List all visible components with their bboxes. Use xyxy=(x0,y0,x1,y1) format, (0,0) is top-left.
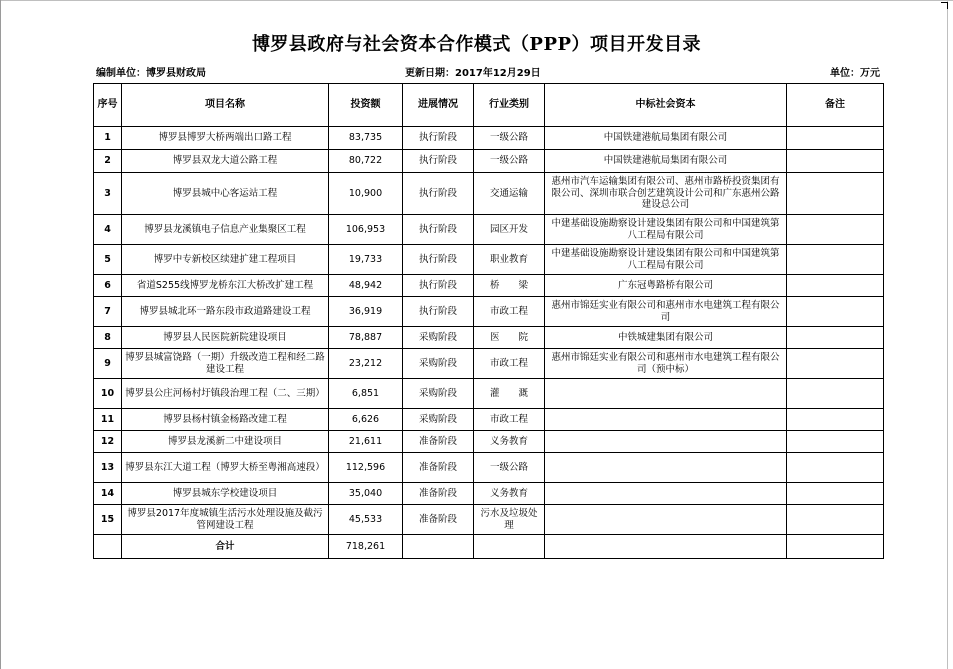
total-empty-category xyxy=(474,535,545,559)
row-number: 15 xyxy=(94,505,122,535)
row-number: 13 xyxy=(94,453,122,483)
remark xyxy=(787,173,884,215)
winning-bidder: 中国铁建港航局集团有限公司 xyxy=(545,150,787,173)
row-number: 14 xyxy=(94,483,122,505)
table-row xyxy=(94,245,884,275)
row-number: 12 xyxy=(94,431,122,453)
table-row xyxy=(94,505,884,535)
page-border-top xyxy=(0,0,953,1)
remark xyxy=(787,453,884,483)
table-row xyxy=(94,349,884,379)
progress-status: 准备阶段 xyxy=(403,505,474,535)
header-note: 备注 xyxy=(787,84,884,127)
investment-amount: 19,733 xyxy=(329,245,403,275)
table-body xyxy=(94,127,884,559)
progress-status: 采购阶段 xyxy=(403,327,474,349)
remark xyxy=(787,150,884,173)
table-row xyxy=(94,297,884,327)
compiling-unit: 编制单位：博罗县财政局 xyxy=(96,68,206,79)
industry-category: 义务教育 xyxy=(474,431,545,453)
progress-status: 执行阶段 xyxy=(403,245,474,275)
winning-bidder: 惠州市锦廷实业有限公司和惠州市水电建筑工程有限公司 xyxy=(545,297,787,327)
total-empty-status xyxy=(403,535,474,559)
winning-bidder xyxy=(545,379,787,409)
total-amount: 718,261 xyxy=(329,535,403,559)
table-row xyxy=(94,483,884,505)
table-header-row xyxy=(94,84,884,127)
remark xyxy=(787,127,884,150)
row-number: 3 xyxy=(94,173,122,215)
total-empty-winner xyxy=(545,535,787,559)
project-name: 博罗县公庄河杨村圩镇段治理工程（二、三期） xyxy=(122,379,329,409)
winning-bidder: 中国铁建港航局集团有限公司 xyxy=(545,127,787,150)
project-name: 博罗县杨村镇金杨路改建工程 xyxy=(122,409,329,431)
progress-status: 采购阶段 xyxy=(403,379,474,409)
project-name: 博罗县双龙大道公路工程 xyxy=(122,150,329,173)
header-amount: 投资额 xyxy=(329,84,403,127)
remark xyxy=(787,505,884,535)
header-name: 项目名称 xyxy=(122,84,329,127)
project-name: 博罗县城北环一路东段市政道路建设工程 xyxy=(122,297,329,327)
remark xyxy=(787,327,884,349)
progress-status: 准备阶段 xyxy=(403,431,474,453)
remark xyxy=(787,483,884,505)
project-name: 博罗县城东学校建设项目 xyxy=(122,483,329,505)
investment-amount: 78,887 xyxy=(329,327,403,349)
page-border-left xyxy=(0,0,1,669)
industry-category: 桥 梁 xyxy=(474,275,545,297)
remark xyxy=(787,215,884,245)
page-title: 博罗县政府与社会资本合作模式（PPP）项目开发目录 xyxy=(251,34,702,55)
total-row xyxy=(94,535,884,559)
remark xyxy=(787,379,884,409)
row-number: 2 xyxy=(94,150,122,173)
project-name: 博罗县城富饶路（一期）升级改造工程和经二路建设工程 xyxy=(122,349,329,379)
winning-bidder: 中铁城建集团有限公司 xyxy=(545,327,787,349)
industry-category: 医 院 xyxy=(474,327,545,349)
project-name: 博罗县龙溪新二中建设项目 xyxy=(122,431,329,453)
table-row xyxy=(94,173,884,215)
progress-status: 执行阶段 xyxy=(403,275,474,297)
table-row xyxy=(94,409,884,431)
industry-category: 一级公路 xyxy=(474,453,545,483)
industry-category: 义务教育 xyxy=(474,483,545,505)
row-number: 5 xyxy=(94,245,122,275)
header-status: 进展情况 xyxy=(403,84,474,127)
winning-bidder: 惠州市锦廷实业有限公司和惠州市水电建筑工程有限公司（预中标） xyxy=(545,349,787,379)
winning-bidder xyxy=(545,453,787,483)
row-number: 6 xyxy=(94,275,122,297)
row-number: 11 xyxy=(94,409,122,431)
remark xyxy=(787,275,884,297)
project-name: 博罗县2017年度城镇生活污水处理设施及截污管网建设工程 xyxy=(122,505,329,535)
table-row xyxy=(94,327,884,349)
table-row xyxy=(94,453,884,483)
progress-status: 执行阶段 xyxy=(403,297,474,327)
header-no: 序号 xyxy=(94,84,122,127)
industry-category: 市政工程 xyxy=(474,349,545,379)
investment-amount: 48,942 xyxy=(329,275,403,297)
investment-amount: 106,953 xyxy=(329,215,403,245)
progress-status: 采购阶段 xyxy=(403,349,474,379)
page-corner-mark xyxy=(941,2,948,9)
row-number: 10 xyxy=(94,379,122,409)
table-row xyxy=(94,127,884,150)
currency-unit: 单位：万元 xyxy=(830,68,880,79)
investment-amount: 21,611 xyxy=(329,431,403,453)
project-name: 博罗县龙溪镇电子信息产业集聚区工程 xyxy=(122,215,329,245)
table-row xyxy=(94,215,884,245)
industry-category: 交通运输 xyxy=(474,173,545,215)
table-row xyxy=(94,150,884,173)
row-number: 8 xyxy=(94,327,122,349)
project-name: 博罗县博罗大桥两端出口路工程 xyxy=(122,127,329,150)
progress-status: 准备阶段 xyxy=(403,483,474,505)
project-name: 博罗中专新校区续建扩建工程项目 xyxy=(122,245,329,275)
remark xyxy=(787,245,884,275)
progress-status: 执行阶段 xyxy=(403,150,474,173)
winning-bidder: 中建基础设施勘察设计建设集团有限公司和中国建筑第八工程局有限公司 xyxy=(545,245,787,275)
winning-bidder xyxy=(545,431,787,453)
project-table xyxy=(93,83,884,559)
industry-category: 一级公路 xyxy=(474,150,545,173)
row-number: 7 xyxy=(94,297,122,327)
progress-status: 准备阶段 xyxy=(403,453,474,483)
winning-bidder xyxy=(545,505,787,535)
industry-category: 园区开发 xyxy=(474,215,545,245)
investment-amount: 83,735 xyxy=(329,127,403,150)
total-empty-no xyxy=(94,535,122,559)
winning-bidder xyxy=(545,409,787,431)
winning-bidder: 广东冠粤路桥有限公司 xyxy=(545,275,787,297)
investment-amount: 36,919 xyxy=(329,297,403,327)
winning-bidder: 惠州市汽车运输集团有限公司、惠州市路桥投资集团有限公司、深圳市联合创艺建筑设计公司和广东惠州公路建设总公司 xyxy=(545,173,787,215)
progress-status: 执行阶段 xyxy=(403,127,474,150)
row-number: 4 xyxy=(94,215,122,245)
winning-bidder: 中建基础设施勘察设计建设集团有限公司和中国建筑第八工程局有限公司 xyxy=(545,215,787,245)
total-label: 合计 xyxy=(122,535,329,559)
progress-status: 执行阶段 xyxy=(403,215,474,245)
project-name: 博罗县城中心客运站工程 xyxy=(122,173,329,215)
remark xyxy=(787,297,884,327)
investment-amount: 112,596 xyxy=(329,453,403,483)
investment-amount: 45,533 xyxy=(329,505,403,535)
investment-amount: 35,040 xyxy=(329,483,403,505)
page-border-right xyxy=(947,0,948,669)
remark xyxy=(787,349,884,379)
industry-category: 市政工程 xyxy=(474,409,545,431)
progress-status: 执行阶段 xyxy=(403,173,474,215)
winning-bidder xyxy=(545,483,787,505)
industry-category: 污水及垃圾处理 xyxy=(474,505,545,535)
header-category: 行业类别 xyxy=(474,84,545,127)
total-empty-note xyxy=(787,535,884,559)
update-date: 更新日期：2017年12月29日 xyxy=(405,68,541,79)
remark xyxy=(787,431,884,453)
investment-amount: 23,212 xyxy=(329,349,403,379)
investment-amount: 10,900 xyxy=(329,173,403,215)
investment-amount: 6,626 xyxy=(329,409,403,431)
project-name: 博罗县东江大道工程（博罗大桥至粤湘高速段） xyxy=(122,453,329,483)
industry-category: 职业教育 xyxy=(474,245,545,275)
industry-category: 市政工程 xyxy=(474,297,545,327)
progress-status: 采购阶段 xyxy=(403,409,474,431)
investment-amount: 80,722 xyxy=(329,150,403,173)
industry-category: 一级公路 xyxy=(474,127,545,150)
table-row xyxy=(94,431,884,453)
project-name: 省道S255线博罗龙桥东江大桥改扩建工程 xyxy=(122,275,329,297)
row-number: 1 xyxy=(94,127,122,150)
remark xyxy=(787,409,884,431)
project-name: 博罗县人民医院新院建设项目 xyxy=(122,327,329,349)
table-row xyxy=(94,275,884,297)
row-number: 9 xyxy=(94,349,122,379)
header-winner: 中标社会资本 xyxy=(545,84,787,127)
table-row xyxy=(94,379,884,409)
industry-category: 灌 溉 xyxy=(474,379,545,409)
investment-amount: 6,851 xyxy=(329,379,403,409)
